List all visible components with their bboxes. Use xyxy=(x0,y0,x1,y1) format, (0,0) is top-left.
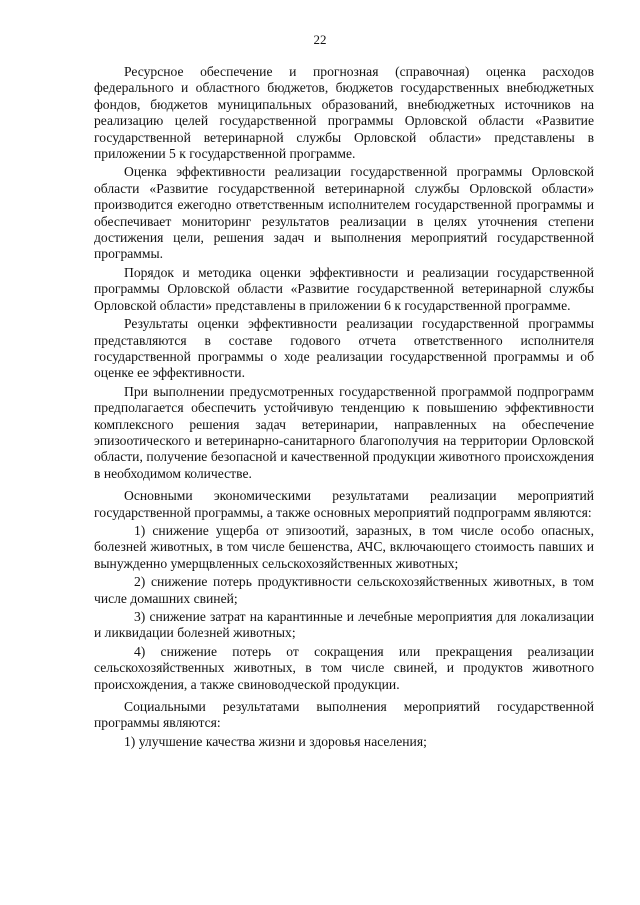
paragraph-resource-support: Ресурсное обеспечение и прогнозная (справочная) оценка расходов федерального и областного бюджетов, бюджетов государственных внебюджетных фондов, бюджетов муниципальных образований, внебюджетных источников на реализацию целей государственной программы Орловской области «Развитие государственной ветеринарной службы Орловской области» представлены в приложении 5 к государственной программе. xyxy=(94,64,594,162)
paragraph-assessment-methodology: Порядок и методика оценки эффективности и реализации государственной программы Орловской области «Развитие государственной ветеринарной службы Орловской области» представлены в приложении 6 к государственной программе. xyxy=(94,264,594,313)
paragraph-assessment-results: Результаты оценки эффективности реализации государственной программы представляются в составе годового отчета ответственного исполнителя государственной программы о ходе реализации государственной программы и об оценке ее эффективности. xyxy=(94,316,594,381)
page-number: 22 xyxy=(313,32,327,47)
document-body xyxy=(94,64,594,752)
list-item-economic-3: 3) снижение затрат на карантинные и лечебные мероприятия для локализации и ликвидации болезней животных; xyxy=(94,609,594,641)
list-item-social-1: 1) улучшение качества жизни и здоровья населения; xyxy=(124,733,427,749)
list-item-economic-1: 1) снижение ущерба от эпизоотий, заразных, в том числе особо опасных, болезней животных, в том числе бешенства, АЧС, включающего стоимость павших и вынужденно умерщвленных сельскохозяйственных животных; xyxy=(94,522,594,571)
list-item-economic-2: 2) снижение потерь продуктивности сельскохозяйственных животных, в том числе домашних свиней; xyxy=(94,574,594,606)
paragraph-expected-trend: При выполнении предусмотренных государственной программой подпрограмм предполагается обеспечить устойчивую тенденцию к повышению эффективности комплексного решения задач ветеринарии, направленных на обеспечение эпизоотического и ветеринарно-санитарного благополучия на территории Орловской области, получение безопасной и качественной продукции животного происхождения в необходимом количестве. xyxy=(94,383,594,481)
list-item-economic-4: 4) снижение потерь от сокращения или прекращения реализации сельскохозяйственных животных, в том числе свиней, и продуктов животного происхождения, а также свиноводческой продукции. xyxy=(94,643,594,692)
paragraph-efficiency-assessment: Оценка эффективности реализации государственной программы Орловской области «Развитие государственной ветеринарной службы Орловской области» производится ежегодно ответственным исполнителем государственной программы и обеспечивает мониторинг результатов реализации в целях уточнения степени достижения цели, решения задач и выполнения мероприятий государственной программы. xyxy=(94,164,594,262)
paragraph-social-results-intro: Социальными результатами выполнения мероприятий государственной программы являются: xyxy=(94,699,594,731)
paragraph-economic-results-intro: Основными экономическими результатами реализации мероприятий государственной программы, а также основных мероприятий подпрограмм являются: xyxy=(94,488,594,520)
